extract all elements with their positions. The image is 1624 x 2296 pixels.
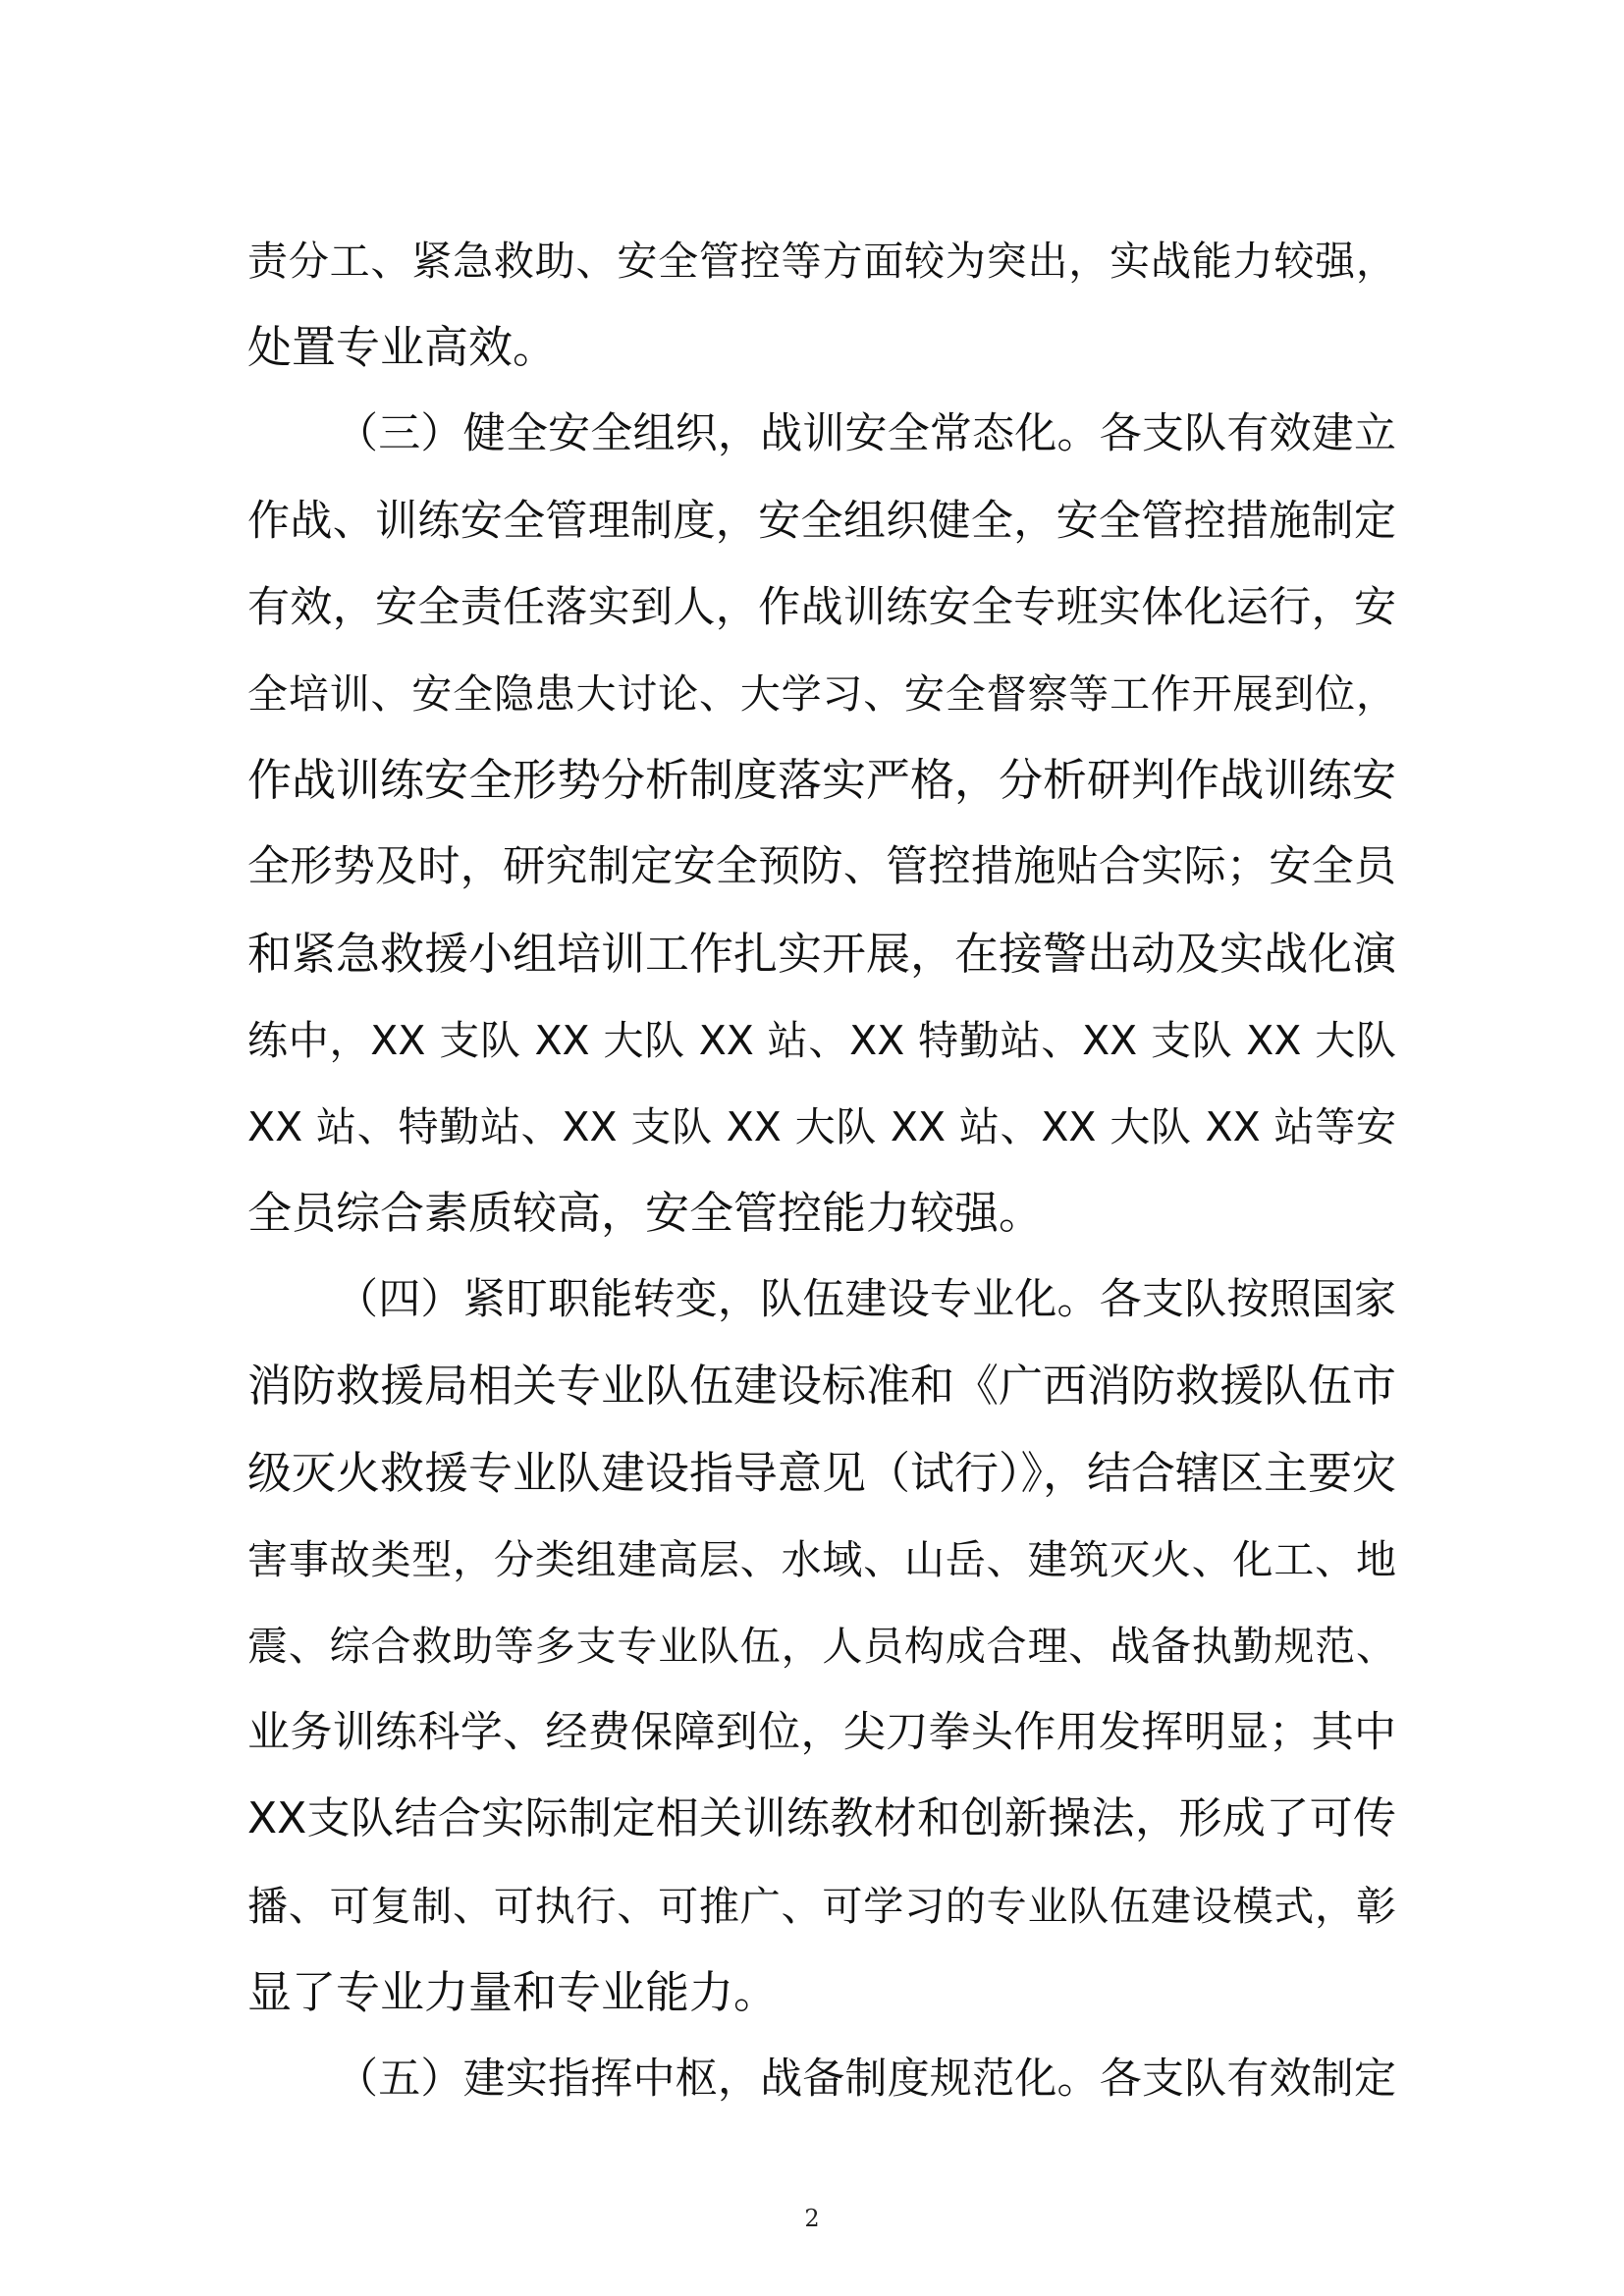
body-text: [247, 218, 1396, 2122]
text-line-10: 练中，XX 支队 XX 大队 XX 站、XX 特勤站、XX 支队 XX 大队: [247, 1016, 1396, 1064]
text-line-14: 消防救援局相关专业队伍建设标准和《广西消防救援队伍市: [247, 1360, 1397, 1413]
text-line-4: 作战、训练安全管理制度，安全组织健全，安全管控措施制定: [247, 496, 1396, 546]
text-line-22: （五）建实指挥中枢，战备制度规范化。各支队有效制定: [336, 2054, 1396, 2104]
text-line-15: 级灭火救援专业队建设指导意见（试行）》，结合辖区主要灾: [247, 1446, 1397, 1499]
page-number: 2: [804, 2205, 820, 2232]
text-line-13: （四）紧盯职能转变，队伍建设专业化。各支队按照国家: [336, 1275, 1396, 1325]
text-line-7: 作战训练安全形势分析制度落实严格，分析研判作战训练安: [247, 754, 1397, 807]
text-line-16: 害事故类型，分类组建高层、水域、山岳、建筑灭火、化工、地: [247, 1535, 1396, 1583]
text-line-12: 全员综合素质较高，安全管控能力较强。: [247, 1187, 1044, 1240]
text-line-5: 有效，安全责任落实到人，作战训练安全专班实体化运行，安: [247, 582, 1396, 632]
text-line-9: 和紧急救援小组培训工作扎实开展，在接警出动及实战化演: [247, 927, 1397, 980]
text-line-8: 全形势及时，研究制定安全预防、管控措施贴合实际；安全员: [247, 842, 1396, 892]
text-line-19: XX支队结合实际制定相关训练教材和创新操法，形成了可传: [247, 1793, 1396, 1844]
text-line-3: （三）健全安全组织，战训安全常态化。各支队有效建立: [336, 409, 1396, 459]
text-line-20: 播、可复制、可执行、可推广、可学习的专业队伍建设模式，彰: [247, 1882, 1396, 1930]
text-line-18: 业务训练科学、经费保障到位，尖刀拳头作用发挥明显；其中: [247, 1708, 1396, 1758]
text-line-21: 显了专业力量和专业能力。: [247, 1965, 779, 2018]
text-line-6: 全培训、安全隐患大讨论、大学习、安全督察等工作开展到位，: [247, 669, 1396, 718]
text-line-17: 震、综合救助等多支专业队伍，人员构成合理、战备执勤规范、: [247, 1623, 1396, 1670]
text-line-11: XX 站、特勤站、XX 支队 XX 大队 XX 站、XX 大队 XX 站等安: [247, 1102, 1396, 1150]
text-line-2: 处置专业高效。: [247, 321, 558, 374]
text-line-1: 责分工、紧急救助、安全管控等方面较为突出，实战能力较强，: [247, 238, 1396, 285]
